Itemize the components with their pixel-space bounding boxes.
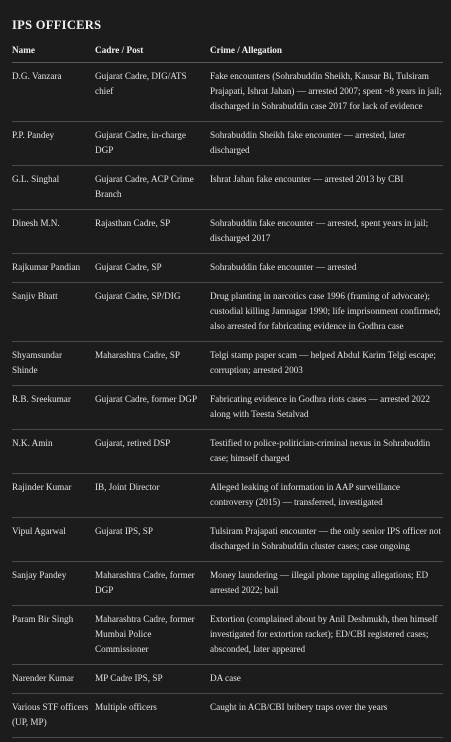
officer-name-cell: Sanjay Pandey	[12, 562, 95, 606]
officer-name-cell: Rajkumar Pandian	[12, 254, 95, 283]
cadre-post-cell: Gujarat IPS, SP	[95, 518, 210, 562]
officer-name-cell: Vipul Agarwal	[12, 518, 95, 562]
crime-allegation-cell: Alleged leaking of information in AAP surveillance controversy (2015) — transferred, investigated	[210, 474, 443, 518]
officer-name-cell: Param Bir Singh	[12, 606, 95, 665]
table-row	[12, 166, 443, 210]
officer-name-cell: D.G. Vanzara	[12, 63, 95, 122]
cadre-post-cell: Gujarat Cadre, SP/DIG	[95, 283, 210, 342]
table-row	[12, 386, 443, 430]
crime-allegation-cell: Extortion (complained about by Anil Deshmukh, then himself investigated for extortion racket); ED/CBI registered cases; absconded, later appeared	[210, 606, 443, 665]
table-row	[12, 430, 443, 474]
table-row	[12, 606, 443, 665]
cadre-post-cell: Gujarat Cadre, in-charge DGP	[95, 122, 210, 166]
table-row	[12, 122, 443, 166]
table-row	[12, 665, 443, 694]
cadre-post-cell: Gujarat Cadre, DIG/ATS chief	[95, 63, 210, 122]
table-body	[12, 63, 443, 738]
table-row	[12, 283, 443, 342]
officer-name-cell: Sanjiv Bhatt	[12, 283, 95, 342]
officers-table	[12, 40, 443, 738]
cadre-post-cell: Maharashtra Cadre, former DGP	[95, 562, 210, 606]
officer-name-cell: Shyamsundar Shinde	[12, 342, 95, 386]
crime-allegation-cell: Money laundering — illegal phone tapping allegations; ED arrested 2022; bail	[210, 562, 443, 606]
crime-allegation-cell: Ishrat Jahan fake encounter — arrested 2013 by CBI	[210, 166, 443, 210]
cadre-post-cell: Gujarat Cadre, SP	[95, 254, 210, 283]
cadre-post-cell: Gujarat Cadre, ACP Crime Branch	[95, 166, 210, 210]
cadre-post-cell: IB, Joint Director	[95, 474, 210, 518]
table-row	[12, 210, 443, 254]
crime-allegation-cell: Tulsiram Prajapati encounter — the only senior IPS officer not discharged in Sohrabuddin cluster cases; case ongoing	[210, 518, 443, 562]
table-row	[12, 254, 443, 283]
officer-name-cell: Dinesh M.N.	[12, 210, 95, 254]
officer-name-cell: N.K. Amin	[12, 430, 95, 474]
crime-allegation-cell: Testified to police-politician-criminal nexus in Sohrabuddin case; himself charged	[210, 430, 443, 474]
officer-name-cell: Various STF officers (UP, MP)	[12, 694, 95, 738]
table-row	[12, 518, 443, 562]
table-row	[12, 63, 443, 122]
crime-allegation-cell: Drug planting in narcotics case 1996 (framing of advocate); custodial killing Jamnagar 1990; life imprisonment confirmed; also arrested for fabricating evidence in Godhra case	[210, 283, 443, 342]
table-header-row	[12, 40, 443, 63]
officer-name-cell: Rajinder Kumar	[12, 474, 95, 518]
cadre-post-cell: Gujarat, retired DSP	[95, 430, 210, 474]
crime-allegation-cell: Sohrabuddin fake encounter — arrested, spent years in jail; discharged 2017	[210, 210, 443, 254]
section-title: IPS OFFICERS	[12, 18, 102, 32]
table-row	[12, 342, 443, 386]
officer-name-cell: P.P. Pandey	[12, 122, 95, 166]
table-row	[12, 562, 443, 606]
officer-name-cell: G.L. Singhal	[12, 166, 95, 210]
cadre-post-cell: Maharashtra Cadre, SP	[95, 342, 210, 386]
cadre-post-cell: MP Cadre IPS, SP	[95, 665, 210, 694]
crime-allegation-cell: Sohrabuddin fake encounter — arrested	[210, 254, 443, 283]
cadre-post-cell: Maharashtra Cadre, former Mumbai Police Commissioner	[95, 606, 210, 665]
officer-name-cell: R.B. Sreekumar	[12, 386, 95, 430]
cadre-post-cell: Rajasthan Cadre, SP	[95, 210, 210, 254]
cadre-post-cell: Gujarat Cadre, former DGP	[95, 386, 210, 430]
officer-name-cell: Narender Kumar	[12, 665, 95, 694]
cadre-post-cell: Multiple officers	[95, 694, 210, 738]
crime-allegation-cell: Caught in ACB/CBI bribery traps over the years	[210, 694, 443, 738]
crime-allegation-cell: Fabricating evidence in Godhra riots cases — arrested 2022 along with Teesta Setalvad	[210, 386, 443, 430]
crime-allegation-cell: Sohrabuddin Sheikh fake encounter — arrested, later discharged	[210, 122, 443, 166]
table-row	[12, 694, 443, 738]
crime-allegation-cell: DA case	[210, 665, 443, 694]
crime-allegation-cell: Fake encounters (Sohrabuddin Sheikh, Kausar Bi, Tulsiram Prajapati, Ishrat Jahan) — arrested 2007; spent ~8 years in jail; discharged in Sohrabuddin case 2017 for lack of evidence	[210, 63, 443, 122]
header-name: Name	[12, 40, 95, 63]
table-row	[12, 474, 443, 518]
header-crime: Crime / Allegation	[210, 40, 443, 63]
crime-allegation-cell: Telgi stamp paper scam — helped Abdul Karim Telgi escape; corruption; arrested 2003	[210, 342, 443, 386]
header-cadre: Cadre / Post	[95, 40, 210, 63]
